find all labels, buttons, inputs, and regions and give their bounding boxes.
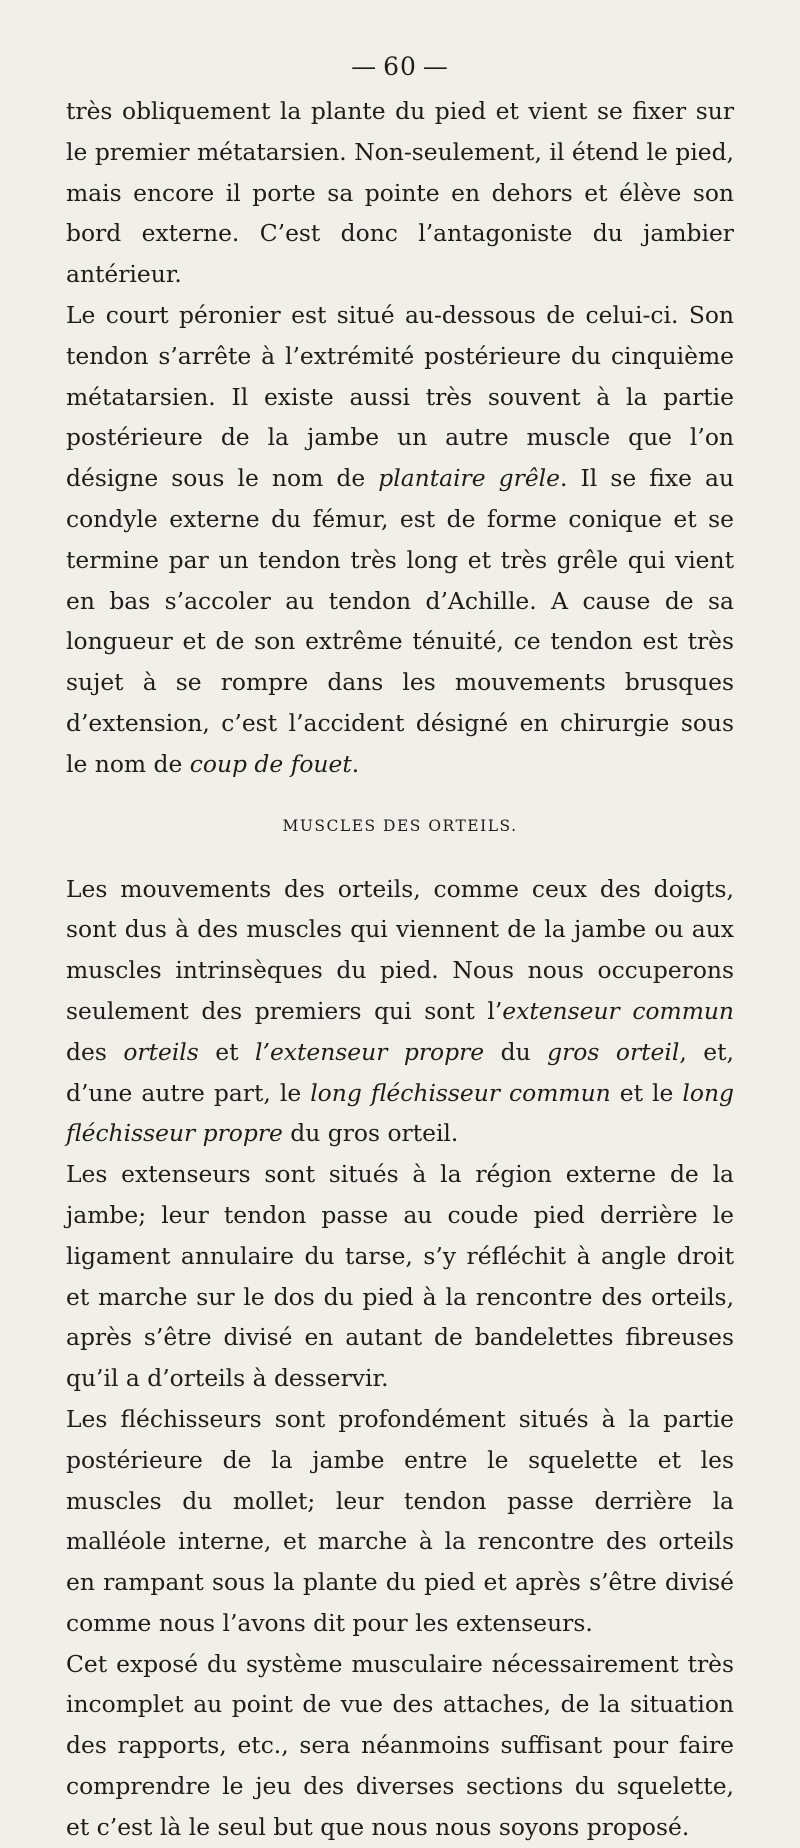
body-text (66, 91, 734, 1848)
paragraph-6 (66, 1644, 734, 1848)
paragraph-5 (66, 1399, 734, 1644)
paragraph-6-text: Cet exposé du système musculaire nécessairement très incomplet au point de vue des attaches, de la situation des rapports, etc., sera néanmoins suffisant pour faire comprendre le jeu des diverses sections du squelette, et c’est là le seul but que nous nous soyons proposé. (66, 1649, 734, 1841)
paragraph-2 (66, 295, 734, 785)
term-extenseur-commun: extenseur commun (502, 996, 734, 1025)
term-extenseur-propre: l’extenseur propre (255, 1037, 485, 1066)
section-heading: MUSCLES DES ORTEILS. (282, 816, 518, 835)
term-gros-orteil: gros orteil (547, 1037, 680, 1066)
term-long-flechisseur-propre: long fléchisseur propre (66, 1078, 735, 1148)
paragraph-3-text-1: Les mouvements des orteils, comme ceux des doigts, sont dus à des muscles qui viennent de la jambe ou aux muscles intrinsèques du pied. Nous nous occuperons seulement des premiers qui sont l’ (66, 874, 734, 1025)
paragraph-1-text: très obliquement la plante du pied et vient se fixer sur le premier métatarsien. Non-seulement, il étend le pied, mais encore il porte sa pointe en dehors et élève son bord externe. C’est donc l’antagoniste du jambier antérieur. (66, 97, 734, 289)
paragraph-1 (66, 91, 734, 295)
paragraph-2-text-3: . (351, 749, 360, 778)
paragraph-3-text-6: et le (610, 1078, 683, 1107)
paragraph-3-text-7: du gros orteil. (282, 1119, 459, 1148)
page-number-value: 60 (383, 52, 417, 81)
paragraph-3-text-5: , et, d’une autre part, le (66, 1037, 734, 1107)
paragraph-4 (66, 1154, 734, 1399)
paragraph-3-text-2: des (66, 1037, 124, 1066)
paragraph-2-text-2: . Il se fixe au condyle externe du fémur, est de forme conique et se termine par un tendon très long et très grêle qui vient en bas s’accoler au tendon d’Achille. A cause de sa longueur et de son extrême ténuité, ce tendon est très sujet à se rompre dans les mouvements brusques d’extension, c’est l’accident désigné en chirurgie sous le nom de (66, 464, 735, 778)
paragraph-2-text-1: Le court péronier est situé au-dessous de celui-ci. Son tendon s’arrête à l’extrémité postérieure du cinquième métatarsien. Il existe aussi très souvent à la partie postérieure de la jambe un autre muscle que l’on désigne sous le nom de (66, 300, 734, 493)
term-coup-de-fouet: coup de fouet (189, 749, 352, 778)
paragraph-5-text: Les fléchisseurs sont profondément situés à la partie postérieure de la jambe entre le squelette et les muscles du mollet; leur tendon passe derrière la malléole interne, et marche à la rencontre des orteils en rampant sous la plante du pied et après s’être divisé comme nous l’avons dit pour les extenseurs. (66, 1404, 734, 1637)
term-plantaire-grele: plantaire grêle (378, 464, 560, 493)
paragraph-4-text: Les extenseurs sont situés à la région externe de la jambe; leur tendon passe au coude pied derrière le ligament annulaire du tarse, s’y réfléchit à angle droit et marche sur le dos du pied à la rencontre des orteils, après s’être divisé en autant de bandelettes fibreuses qu’il a d’orteils à desservir. (66, 1160, 734, 1393)
paragraph-3-text-4: du (484, 1037, 548, 1066)
page-number: — 60 — (351, 52, 449, 81)
paragraph-3 (66, 869, 734, 1155)
term-long-flechisseur-commun: long fléchisseur commun (310, 1078, 611, 1107)
paragraph-3-text-3: et (198, 1037, 256, 1066)
term-orteils: orteils (123, 1037, 199, 1066)
